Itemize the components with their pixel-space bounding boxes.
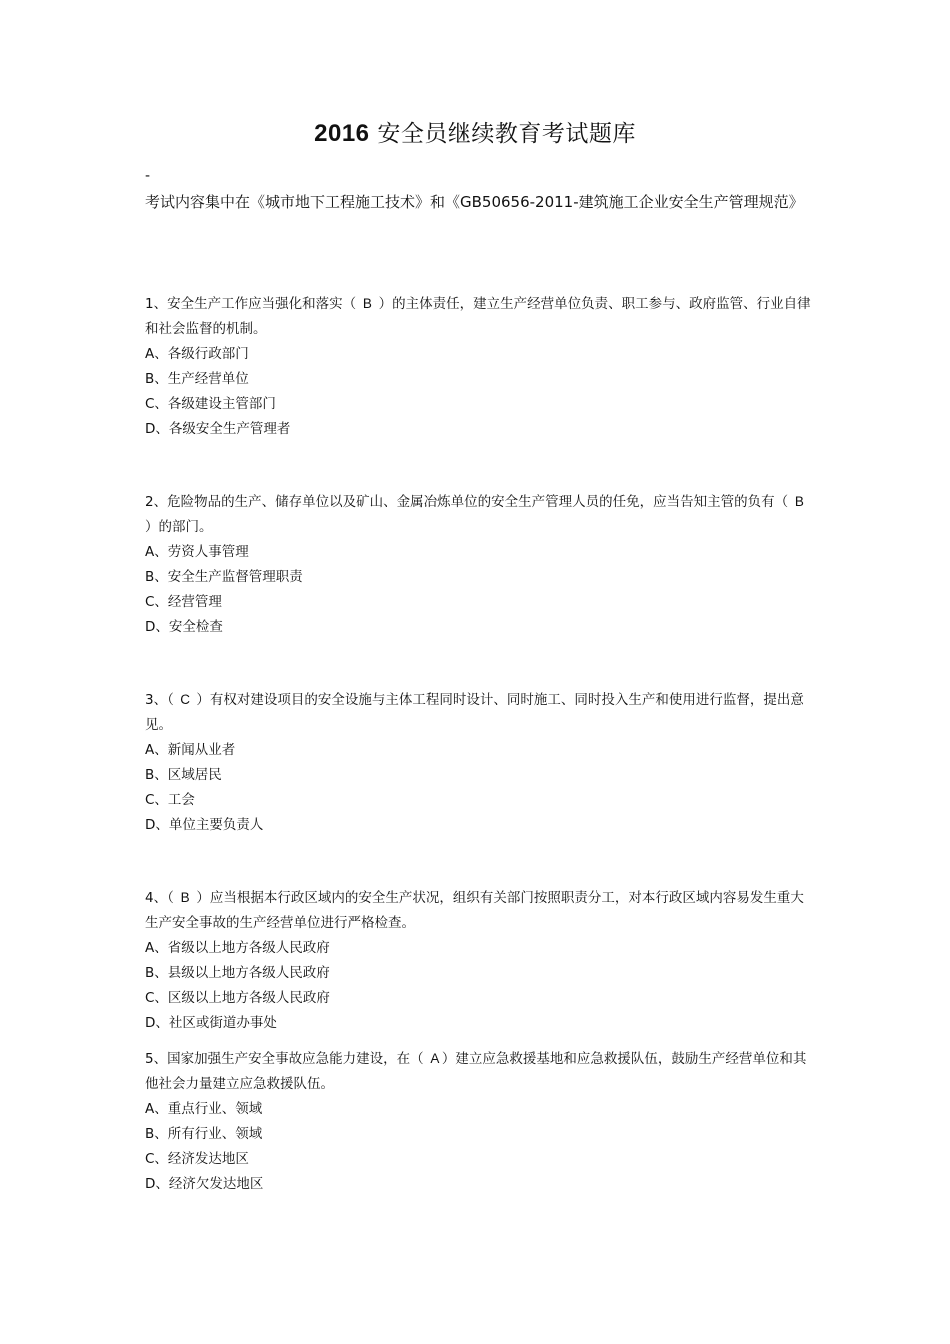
question-number: 1、 (145, 296, 168, 312)
question-1 (145, 291, 813, 442)
question-number: 5、 (145, 1051, 168, 1067)
question-number: 4、 (145, 890, 168, 906)
answer-letter: B (794, 494, 804, 509)
answer-letter: B (180, 890, 190, 905)
question-stem (145, 687, 813, 738)
stem-after: ）应当根据本行政区域内的安全生产状况，组织有关部门按照职责分工，对本行政区域内容易发生重大生产安全事故的生产经营单位进行严格检查。 (145, 890, 804, 931)
question-stem (145, 489, 813, 540)
stem-after: ）建立应急救援基地和应急救援队伍，鼓励生产经营单位和其他社会力量建立应急救援队伍。 (145, 1051, 807, 1092)
title-year: 2016 (314, 120, 370, 147)
option-a: A、新闻从业者 (145, 742, 236, 758)
question-4 (145, 885, 813, 1036)
option-d: D、社区或街道办事处 (145, 1015, 277, 1031)
option-b: B、县级以上地方各级人民政府 (145, 965, 330, 981)
option-b: B、所有行业、领域 (145, 1126, 263, 1142)
dash-marker: - (145, 168, 151, 184)
question-number: 2、 (145, 494, 168, 510)
stem-before: （ (167, 692, 179, 708)
option-c: C、工会 (145, 792, 195, 808)
question-stem (145, 1046, 813, 1097)
option-a: A、各级行政部门 (145, 346, 249, 362)
stem-after: ）的主体责任，建立生产经营单位负责、职工参与、政府监管、行业自律和社会监督的机制。 (145, 296, 811, 337)
option-c: C、经济发达地区 (145, 1151, 249, 1167)
option-c: C、区级以上地方各级人民政府 (145, 990, 330, 1006)
stem-before: 危险物品的生产、储存单位以及矿山、金属冶炼单位的安全生产管理人员的任免，应当告知主管的负有（ (167, 494, 793, 510)
option-d: D、安全检查 (145, 619, 223, 635)
option-d: D、经济欠发达地区 (145, 1176, 264, 1192)
option-d: D、单位主要负责人 (145, 817, 264, 833)
stem-before: 安全生产工作应当强化和落实（ (167, 296, 361, 312)
option-a: A、省级以上地方各级人民政府 (145, 940, 330, 956)
answer-letter: A (430, 1051, 440, 1066)
option-a: A、劳资人事管理 (145, 544, 249, 560)
title-text: 安全员继续教育考试题库 (377, 121, 636, 147)
stem-after: ）有权对建设项目的安全设施与主体工程同时设计、同时施工、同时投入生产和使用进行监督，提出意见。 (145, 692, 804, 733)
option-a: A、重点行业、领域 (145, 1101, 263, 1117)
answer-letter: C (180, 692, 191, 707)
stem-before: 国家加强生产安全事故应急能力建设，在（ (167, 1051, 428, 1067)
answer-letter: B (362, 296, 372, 311)
stem-after: ）的部门。 (145, 519, 213, 535)
document-title (0, 118, 950, 150)
intro-paragraph: 考试内容集中在《城市地下工程施工技术》和《GB50656-2011-建筑施工企业安全生产管理规范》 (145, 193, 804, 211)
question-stem (145, 291, 813, 342)
option-b: B、区域居民 (145, 767, 222, 783)
option-c: C、经营管理 (145, 594, 222, 610)
question-number: 3、 (145, 692, 168, 708)
option-d: D、各级安全生产管理者 (145, 421, 291, 437)
option-c: C、各级建设主管部门 (145, 396, 276, 412)
question-2 (145, 489, 813, 640)
question-5 (145, 1046, 813, 1197)
option-b: B、生产经营单位 (145, 371, 249, 387)
question-3 (145, 687, 813, 838)
stem-before: （ (167, 890, 179, 906)
option-b: B、安全生产监督管理职责 (145, 569, 303, 585)
question-stem (145, 885, 813, 936)
